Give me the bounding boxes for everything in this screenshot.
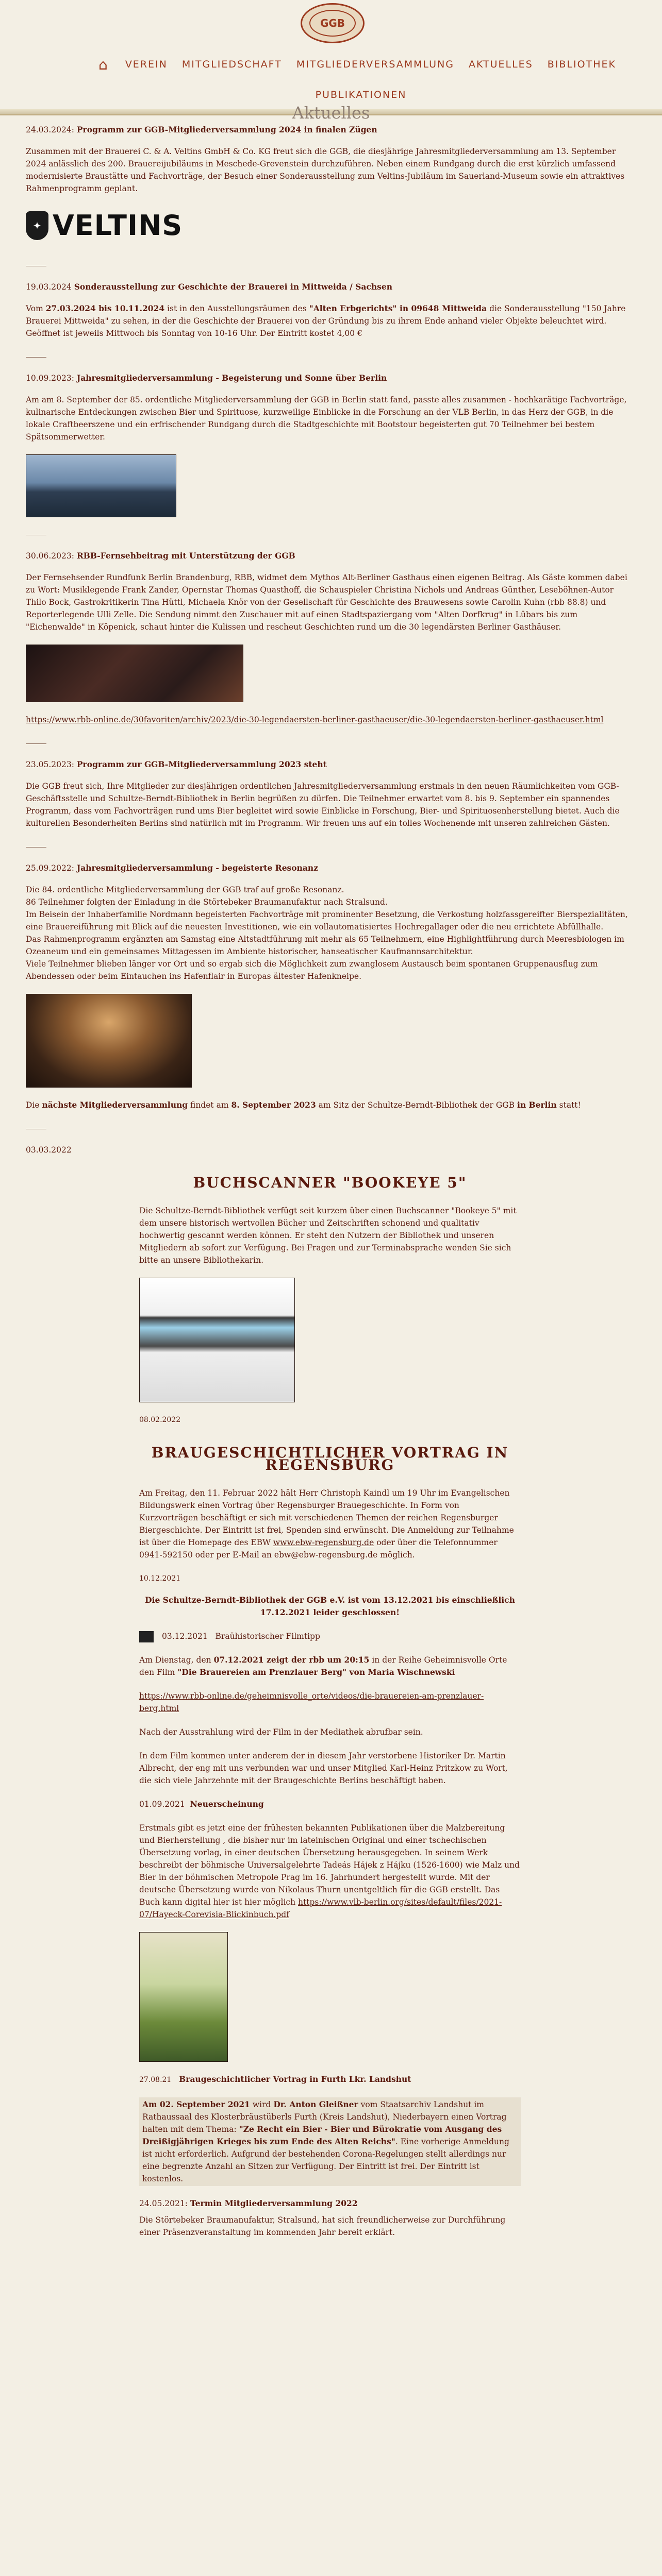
- text-strong: "Alten Erbgerichts" in 09648 Mittweida: [309, 303, 487, 313]
- entry-title: Jahresmitgliederversammlung - begeisterte Resonanz: [76, 863, 319, 873]
- entry-heading: BUCHSCANNER "BOOKEYE 5": [193, 1174, 467, 1191]
- entry-heading: [26, 372, 634, 384]
- text-strong: "Ze Recht ein Bier - Bier und Bürokratie vom Ausgang des Dreißigjährigen Krieges bis zum Ende des Alten Reichs": [142, 2124, 502, 2146]
- entry-date: 03.03.2022: [26, 1145, 72, 1155]
- entry-content: [139, 2197, 521, 2239]
- entry-body: In dem Film kommen unter anderem der in diesem Jahr verstorbene Historiker Dr. Martin Albrecht, der eng mit uns verbunden war und unser Mitglied Karl-Heinz Pritzkow zu Wort, die sich viele Jahrzehnte mit der Braugeschichte Berlins beschäftigt haben.: [139, 1751, 508, 1785]
- text: die Sonderausstellung "150 Jahre Brauerei Mittweida" zu sehen, in der die Geschichte der Brauerei von der Gründung bis zu ihrem Ende anhand vieler Objekte beleuchtet wird.: [26, 304, 626, 326]
- text: am Sitz der Schultze-Berndt-Bibliothek der GGB: [316, 1100, 517, 1110]
- text-strong: Dr. Anton Gleißner: [273, 2099, 358, 2109]
- entry-heading: BRAUGESCHICHTLICHER VORTRAG IN REGENSBURG: [151, 1444, 509, 1473]
- entry-body: [139, 1487, 521, 1561]
- entry-body: [139, 1654, 521, 1679]
- entry-title: Programm zur GGB-Mitgliederversammlung 2023 steht: [76, 759, 327, 769]
- news-entry: [26, 1630, 634, 1787]
- entry-title: Braühistorischer Filmtipp: [215, 1632, 320, 1641]
- divider: [26, 743, 46, 744]
- text-strong: in Berlin: [517, 1100, 557, 1110]
- news-entry: [26, 1144, 634, 1426]
- news-entry: [26, 2197, 634, 2239]
- nav-mitgliederversammlung[interactable]: MITGLIEDERVERSAMMLUNG: [296, 59, 455, 70]
- text: ist in den Ausstellungsräumen des: [164, 304, 309, 313]
- entry-date: 24.03.2024:: [26, 125, 74, 134]
- text-strong: 07.12.2021 zeigt der rbb um 20:15: [213, 1655, 370, 1665]
- next-meeting-note: [26, 1099, 634, 1111]
- text: Am Freitag, den 11. Februar 2022 hält Herr Christoph Kaindl um 19 Uhr im Evangelischen Bildungswerk einen Vortrag über Regensburger Brauegeschichte. In Form von Kurzvorträgen beschäftigt er sich mit verschiedenen Themen der reichen Regensburger Biergeschichte. Der Eintritt ist frei, Spenden sind erwünscht. Die Anmeldung zur Teilnahme ist über die Homepage des EBW: [139, 1488, 514, 1547]
- entry-date: 19.03.2024: [26, 282, 72, 292]
- divider: [26, 847, 46, 848]
- book-cover[interactable]: [139, 1932, 228, 2062]
- news-entry: [26, 281, 634, 340]
- text: . Eine vorherige Anmeldung ist nicht erforderlich. Aufgrund der bestehenden Corona-Regelungen stellt allerdings nur eine begrenzte Anzahl an Sitzen zur Verfügung. Der Eintritt ist frei. Der Eintritt ist kostenlos.: [142, 2137, 509, 2183]
- rbb-link[interactable]: https://www.rbb-online.de/30favoriten/archiv/2023/die-30-legendaersten-berliner-gasthaeuser/die-30-legendaersten-berliner-gasthaeuser.html: [26, 715, 604, 724]
- text: Die 84. ordentliche Mitgliederversammlung der GGB traf auf große Resonanz.: [26, 885, 344, 894]
- closure-notice: [139, 1594, 521, 1619]
- logo-mark-icon: GGB: [309, 10, 356, 37]
- news-entry: [26, 372, 634, 517]
- entry-heading: [139, 2073, 521, 2086]
- entry-content: [139, 1798, 521, 2062]
- entry-date: 10.09.2023:: [26, 374, 74, 383]
- news-entry: [26, 758, 634, 829]
- text: 86 Teilnehmer folgten der Einladung in die Störtebeker Braumanufaktur nach Stralsund.: [26, 897, 388, 907]
- entry-title: Jahresmitgliederversammlung - Begeisterung und Sonne über Berlin: [76, 373, 387, 383]
- news-list: [26, 124, 634, 2250]
- text-strong: Am 02. September 2021: [142, 2099, 250, 2109]
- entry-date: 10.12.2021: [139, 1574, 181, 1583]
- entry-date: 23.05.2023:: [26, 760, 74, 769]
- nav-bibliothek[interactable]: BIBLIOTHEK: [547, 59, 616, 70]
- news-entry: [26, 2073, 634, 2186]
- event-photo[interactable]: [26, 454, 176, 517]
- text-strong: "Die Brauereien am Prenzlauer Berg" von Maria Wischnewski: [177, 1667, 455, 1677]
- entry-body: Die GGB freut sich, Ihre Mitglieder zur diesjährigen ordentlichen Jahresmitgliederversammlung erstmals in den neuen Räumlichkeiten vom GGB-Geschäftsstelle und Schultze-Berndt-Bibliothek in Berlin begrüßen zu dürfen. Die Teilnehmer erwartet vom 8. bis 9. September ein spannendes Programm, dass vom Fachvorträgen rund ums Bier begleitet wird sowie Einblicke in Forschung, Bier- und Spirituosenherstellung bietet. Auch die kulturellen Besonderheiten Berlins sind natürlich mit im Programm. Wir freuen uns auf ein tolles Wochenende mit unseren zahlreichen Gästen.: [26, 782, 620, 828]
- entry-date: 25.09.2022:: [26, 863, 74, 873]
- site-logo[interactable]: [301, 3, 365, 43]
- entry-title: Termin Mitgliederversammlung 2022: [190, 2198, 358, 2208]
- entry-content: [139, 1205, 521, 1426]
- entry-body: Nach der Ausstrahlung wird der Film in der Mediathek abrufbar sein.: [139, 1727, 423, 1737]
- entry-heading: [139, 1630, 521, 1642]
- veltins-logo: [26, 206, 634, 245]
- text: Viele Teilnehmer blieben länger vor Ort und so ergab sich die Möglichkeit zum zwanglosem Austausch beim spontanen Gruppenausflug zum Abendessen oder beim Eintauchen ins Hafenflair in Europas ältester Hafenkneipe.: [26, 959, 598, 981]
- text: Erstmals gibt es jetzt eine der frühesten bekannten Publikationen über die Malzbereitung und Bierherstellung , die bisher nur im lateinischen Original und einer tschechischen Übersetzung vorlag, in einer deutschen Übersetzung herausgegeben. In seinem Werk beschreibt der böhmische Universalgelehrte Tadeás Hájek z Hájku (1526-1600) wie Malz und Bier in der böhmischen Metropole Prag im 16. Jahrhundert hergestellt wurde. Mit der deutsche Übersetzung wurde von Nikolaus Thurn unentgeltlich für die GGB erstellt. Das Buch kann digital hier ist hier möglich: [139, 1823, 520, 1907]
- site-header: [0, 0, 662, 123]
- entry-heading: [139, 2197, 521, 2210]
- nav-mitgliedschaft[interactable]: MITGLIEDSCHAFT: [181, 59, 282, 70]
- text: statt!: [556, 1100, 581, 1110]
- news-entry: [26, 550, 634, 726]
- text: wird: [250, 2100, 274, 2109]
- divider: [26, 357, 46, 358]
- entry-link-wrap: [26, 714, 634, 726]
- text: Die: [26, 1100, 42, 1110]
- text-strong: 27.03.2024 bis 10.11.2024: [45, 303, 165, 313]
- nav-aktuelles[interactable]: AKTUELLES: [469, 59, 533, 70]
- entry-heading: [26, 124, 634, 136]
- text: in der Reihe Geheimnisvolle Orte den Film: [139, 1655, 507, 1677]
- veltins-crest-icon: ✦: [26, 211, 48, 240]
- entry-date: 03.12.2021: [162, 1632, 208, 1641]
- entry-body: Der Fernsehsender Rundfunk Berlin Brandenburg, RBB, widmet dem Mythos Alt-Berliner Gasthaus einen eigenen Beitrag. Als Gäste kommen dabei zu Wort: Musiklegende Frank Zander, Opernstar Thomas Quasthoff, die Schauspieler Christina Nichols und Andreas Günther, Leseböhnen-Autor Thilo Bock, Gastrokritikerin Tina Hüttl, Michaela Knör von der Gesellschaft für Geschichte des Brauwesens sowie Carolin Kuhn (rbb 88.8) und Reporterlegende Ulli Zelle. Die Sendung nimmt den Zuschauer mit auf einen Stadtspaziergang vom "Alten Dorfkrug" in Lübars bis zum "Eichenwalde" in Köpenick, schaut hinter die Kulissen und rescheut Geschichten rund um die 30 legendärsten Berliner Gasthäuser.: [26, 573, 627, 632]
- entry-body: Zusammen mit der Brauerei C. & A. Veltins GmbH & Co. KG freut sich die GGB, die diesjährige Jahresmitgliederversammlung am 13. September 2024 anlässlich des 200. Brauereijubiläums in Meschede-Grevenstein durchzuführen. Neben einem Rundgang durch die erst kürzlich umfassend modernisierte Braustätte und Fachvorträge, der Besuch einer Sonderausstellung zum Veltins-Jubiläum im Sauerland-Museum sowie ein attraktives Rahmenprogramm geplant.: [26, 147, 625, 193]
- entry-heading: [139, 1798, 521, 1810]
- entry-body: [139, 2097, 521, 2186]
- scanner-photo[interactable]: [139, 1278, 295, 1402]
- entry-content: [139, 2073, 521, 2186]
- nav-publikationen[interactable]: PUBLIKATIONEN: [315, 89, 407, 100]
- veltins-wordmark: VELTINS: [53, 209, 183, 242]
- entry-title: Programm zur GGB-Mitgliederversammlung 2024 in finalen Zügen: [76, 125, 377, 134]
- text: Vom: [26, 304, 46, 313]
- house-icon[interactable]: ⌂: [98, 56, 109, 73]
- news-entry: [26, 124, 634, 245]
- text-strong: nächste Mitgliederversammlung: [42, 1100, 188, 1110]
- entry-date: 01.09.2021: [139, 1800, 185, 1809]
- text: Am Dienstag, den: [139, 1655, 214, 1665]
- entry-body: Die Schultze-Berndt-Bibliothek verfügt seit kurzem über einen Buchscanner "Bookeye 5" mit dem unsere historisch wertvollen Bücher und Zeitschriften schonend und qualitativ hochwertig gescannt werden können. Er steht den Nutzern der Bibliothek und unseren Mitgliedern ab sofort zur Verfügung. Bei Fragen und zur Terminabsprache wenden Sie sich bitte an unsere Bibliothekarin.: [139, 1206, 517, 1265]
- text: oder über die Telefonnummer 0941-592150 oder per E-Mail an ebw@ebw-regensburg.de möglich.: [139, 1538, 498, 1560]
- nav-verein[interactable]: VEREIN: [125, 59, 168, 70]
- entry-heading: [26, 758, 634, 771]
- entry-date: 24.05.2021:: [139, 2199, 188, 2208]
- entry-title: Sonderausstellung zur Geschichte der Brauerei in Mittweida / Sachsen: [74, 282, 393, 292]
- entry-title: Braugeschichtlicher Vortrag in Furth Lkr. Landshut: [179, 2074, 411, 2084]
- entry-body: [26, 884, 634, 982]
- main-nav: [72, 49, 650, 110]
- news-entry: [26, 1798, 634, 2062]
- photo-date: 08.02.2022: [139, 1416, 181, 1424]
- event-photo[interactable]: [26, 994, 192, 1088]
- publication-link[interactable]: https://www.vlb-berlin.org/sites/default/files/2021-07/Hayeck-Corevisia-Blickinbuch.pdf: [139, 1897, 502, 1919]
- entry-title: RBB-Fernsehbeitrag mit Unterstützung der GGB: [76, 551, 295, 561]
- entry-date: 27.08.21: [139, 2076, 172, 2084]
- video-thumbnail[interactable]: [26, 645, 243, 702]
- entry-heading: [26, 550, 634, 562]
- text: Im Beisein der Inhaberfamilie Nordmann begeisterten Fachvorträge mit prominenter Besetzung, die Verkostung holzfassgereifter Bierspezialitäten, eine Brauereiführung mit Blick auf die neuesten Investitionen, wie ein vollautomatisiertes Hochregallager oder die neu errichtete Abfüllhalle.: [26, 910, 628, 931]
- entry-body: Am am 8. September der 85. ordentliche Mitgliederversammlung der GGB in Berlin statt fand, passte alles zusammen - hochkarätige Fachvorträge, kulinarische Entdeckungen zwischen Bier und Spirituose, kurzweilige Einblicke in die Forschung an der VLB Berlin, in das Herz der GGB, in die lokale Craftbeerszene und ein erfrischender Rundgang durch die Stadtgeschichte mit Bootstour begeisterten gut 70 Teilnehmer bei bestem Spätsommerwetter.: [26, 395, 627, 442]
- news-entry: [26, 862, 634, 1111]
- text-strong: Die Schultze-Berndt-Bibliothek der GGB e.V. ist vom 13.12.2021 bis einschließlich 17.12.2021 leider geschlossen!: [145, 1595, 515, 1617]
- entry-content: [139, 1630, 521, 1787]
- entry-title: Neuerscheinung: [190, 1799, 264, 1809]
- entry-heading: [26, 281, 634, 293]
- entry-body: [26, 302, 634, 327]
- entry-date: 30.06.2023:: [26, 551, 74, 561]
- rbb-film-link[interactable]: https://www.rbb-online.de/geheimnisvolle_orte/videos/die-brauereien-am-prenzlauer-berg.html: [139, 1691, 484, 1713]
- entry-content: [139, 1487, 521, 1619]
- text: findet am: [188, 1100, 231, 1110]
- entry-body: [139, 1822, 521, 1921]
- entry-body: Geöffnet ist jeweils Mittwoch bis Sonntag von 10-16 Uhr. Der Eintritt kostet 4,00 €: [26, 329, 362, 338]
- entry-body: Die Störtebeker Braumanufaktur, Stralsund, hat sich freundlicherweise zur Durchführung einer Präsenzveranstaltung im kommenden Jahr bereit erklärt.: [139, 2215, 506, 2237]
- entry-heading: [26, 862, 634, 874]
- news-entry: [26, 1444, 634, 1619]
- text: Das Rahmenprogramm ergänzten am Samstag eine Altstadtführung mit mehr als 65 Teilnehmern, eine Highlightführung durch Meeresbiologen im Ozeaneum und ein gemeinsames Mittagessen im Ambiente historischer, hanseatischer Kaufmannsarchitektur.: [26, 935, 624, 956]
- entry-link-wrap: [139, 1690, 521, 1715]
- text-strong: 8. September 2023: [231, 1100, 316, 1110]
- text: vom Staatsarchiv Landshut im Rathaussaal des Klosterbräustüberls Furth (Kreis Landshut), Niederbayern einen Vortrag halten mit dem Thema:: [142, 2100, 507, 2134]
- page-title: Aktuelles: [292, 103, 370, 123]
- film-icon: [139, 1631, 154, 1642]
- ebw-link[interactable]: www.ebw-regensburg.de: [273, 1538, 374, 1547]
